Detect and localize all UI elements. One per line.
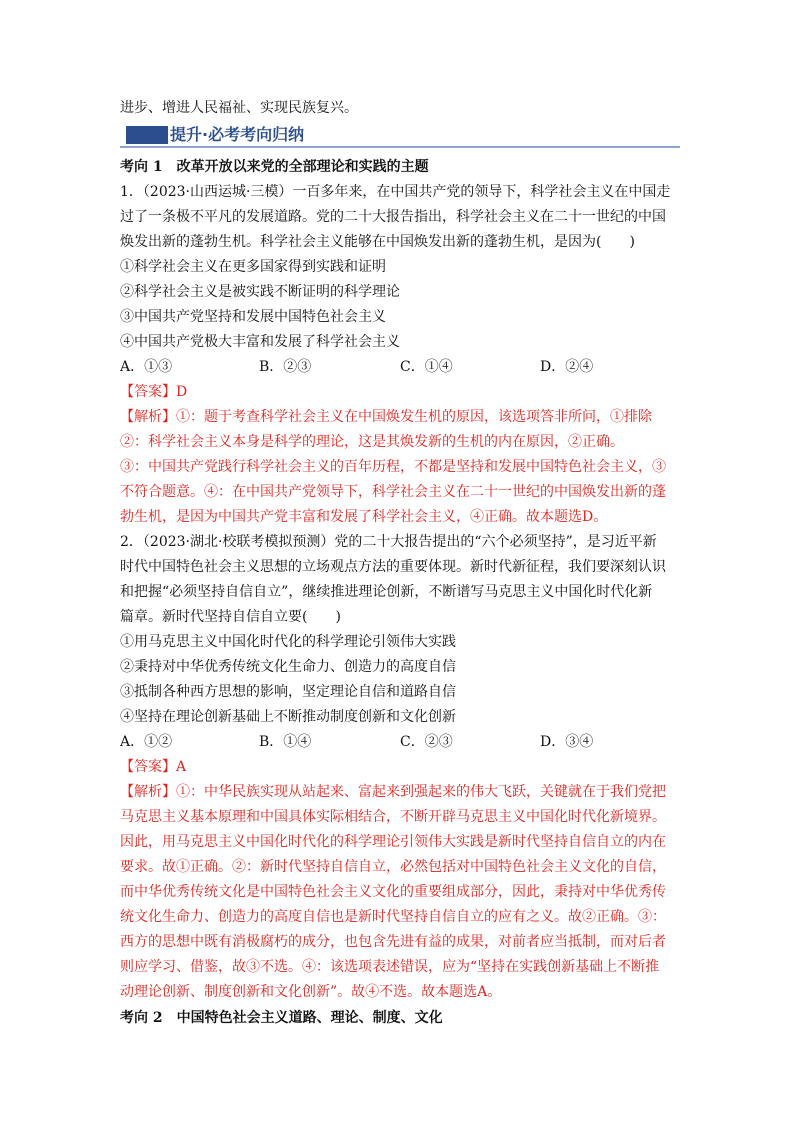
q2-stem-line: 2．（2023·湖北·校联考模拟预测）党的二十大报告提出的“六个必须坚持”，是习近平新 xyxy=(120,534,657,550)
q1-stem-line: 1．（2023·山西运城·三模）一百多年来，在中国共产党的领导下，科学社会主义在中国走 xyxy=(120,184,671,200)
q1-analysis-line: 不符合题意。④：在中国共产党领导下，科学社会主义在二十一世纪的中国焕发出新的蓬 xyxy=(120,484,666,500)
q2-option-a: A．①② xyxy=(120,734,173,750)
q1-item: ④中国共产党极大丰富和发展了科学社会主义 xyxy=(120,334,400,350)
q2-stem-line: 篇章。新时代坚持自信自立要( ) xyxy=(120,609,341,625)
q2-item: ②秉持对中华优秀传统文化生命力、创造力的高度自信 xyxy=(120,659,456,675)
section-banner xyxy=(120,124,680,150)
q2-analysis-line: 因此，用马克思主义中国化时代化的科学理论引领伟大实践是新时代坚持自信自立的内在 xyxy=(120,834,666,850)
q1-analysis-line: 【解析】①：题于考查科学社会主义在中国焕发生机的原因，该选项答非所问，①排除 xyxy=(120,409,652,425)
q2-option-d: D．③④ xyxy=(540,734,594,750)
q1-option-a: A．①③ xyxy=(120,359,173,375)
section-2-title: 考向 2 中国特色社会主义道路、理论、制度、文化 xyxy=(120,1010,443,1026)
q2-item: ③抵制各种西方思想的影响，坚定理论自信和道路自信 xyxy=(120,684,456,700)
section-1-title: 考向 1 改革开放以来党的全部理论和实践的主题 xyxy=(120,159,429,175)
q1-answer: 【答案】D xyxy=(120,384,188,400)
banner-title: 提升·必考考向归纳 xyxy=(170,125,305,144)
q1-analysis-line: ③：中国共产党践行科学社会主义的百年历程，不都是坚持和发展中国特色社会主义，③ xyxy=(120,459,666,475)
q2-analysis-line: 动理论创新、制度创新和文化创新”。故④不选。故本题选A。 xyxy=(120,984,502,1000)
q1-analysis-line: 勃生机，是因为中国共产党丰富和发展了科学社会主义，④正确。故本题选D。 xyxy=(120,509,608,525)
q2-answer: 【答案】A xyxy=(120,759,187,775)
q2-stem-line: 和把握“必须坚持自信自立”，继续推进理论创新，不断谱写马克思主义中国化时代化新 xyxy=(120,584,653,600)
q1-item: ①科学社会主义在更多国家得到实践和证明 xyxy=(120,259,386,275)
q1-item: ③中国共产党坚持和发展中国特色社会主义 xyxy=(120,309,386,325)
q1-option-c: C．①④ xyxy=(400,359,453,375)
q2-analysis-line: 而中华优秀传统文化是中国特色社会主义文化的重要组成部分，因此，秉持对中华优秀传 xyxy=(120,884,666,900)
q2-item: ④坚持在理论创新基础上不断推动制度创新和文化创新 xyxy=(120,709,456,725)
q2-stem-line: 时代中国特色社会主义思想的立场观点方法的重要体现。新时代新征程，我们要深刻认识 xyxy=(120,559,666,575)
q1-stem-line: 焕发出新的蓬勃生机。科学社会主义能够在中国焕发出新的蓬勃生机，是因为( ) xyxy=(120,234,635,250)
q2-option-b: B．①④ xyxy=(259,734,312,750)
q2-analysis-line: 要求。故①正确。②：新时代坚持自信自立，必然包括对中国特色社会主义文化的自信， xyxy=(120,859,666,875)
q1-option-b: B．②③ xyxy=(259,359,312,375)
q2-analysis-line: 【解析】①：中华民族实现从站起来、富起来到强起来的伟大飞跃，关键就在于我们党把 xyxy=(120,784,666,800)
q2-analysis-line: 则应学习、借鉴，故③不选。④：该选项表述错误，应为“坚持在实践创新基础上不断推 xyxy=(120,959,660,975)
q2-item: ①用马克思主义中国化时代化的科学理论引领伟大实践 xyxy=(120,634,456,650)
q2-analysis-line: 西方的思想中既有消极腐朽的成分，也包含先进有益的成果，对前者应当抵制，而对后者 xyxy=(120,934,666,950)
q2-analysis-line: 马克思主义基本原理和中国具体实际相结合，不断开辟马克思主义中国化时代化新境界。 xyxy=(120,809,666,825)
q1-analysis-line: ②：科学社会主义本身是科学的理论，这是其焕发新的生机的内在原因，②正确。 xyxy=(120,434,624,450)
q1-item: ②科学社会主义是被实践不断证明的科学理论 xyxy=(120,284,400,300)
q1-option-d: D．②④ xyxy=(540,359,594,375)
banner-bar xyxy=(126,126,168,144)
banner-rule xyxy=(120,146,680,148)
q2-analysis-line: 统文化生命力、创造力的高度自信也是新时代坚持自信自立的应有之义。故②正确。③： xyxy=(120,909,666,925)
q1-stem-line: 过了一条极不平凡的发展道路。党的二十大报告指出，科学社会主义在二十一世纪的中国 xyxy=(120,209,666,225)
intro-line: 进步、增进人民福祉、实现民族复兴。 xyxy=(120,100,358,116)
q2-option-c: C．②③ xyxy=(400,734,453,750)
